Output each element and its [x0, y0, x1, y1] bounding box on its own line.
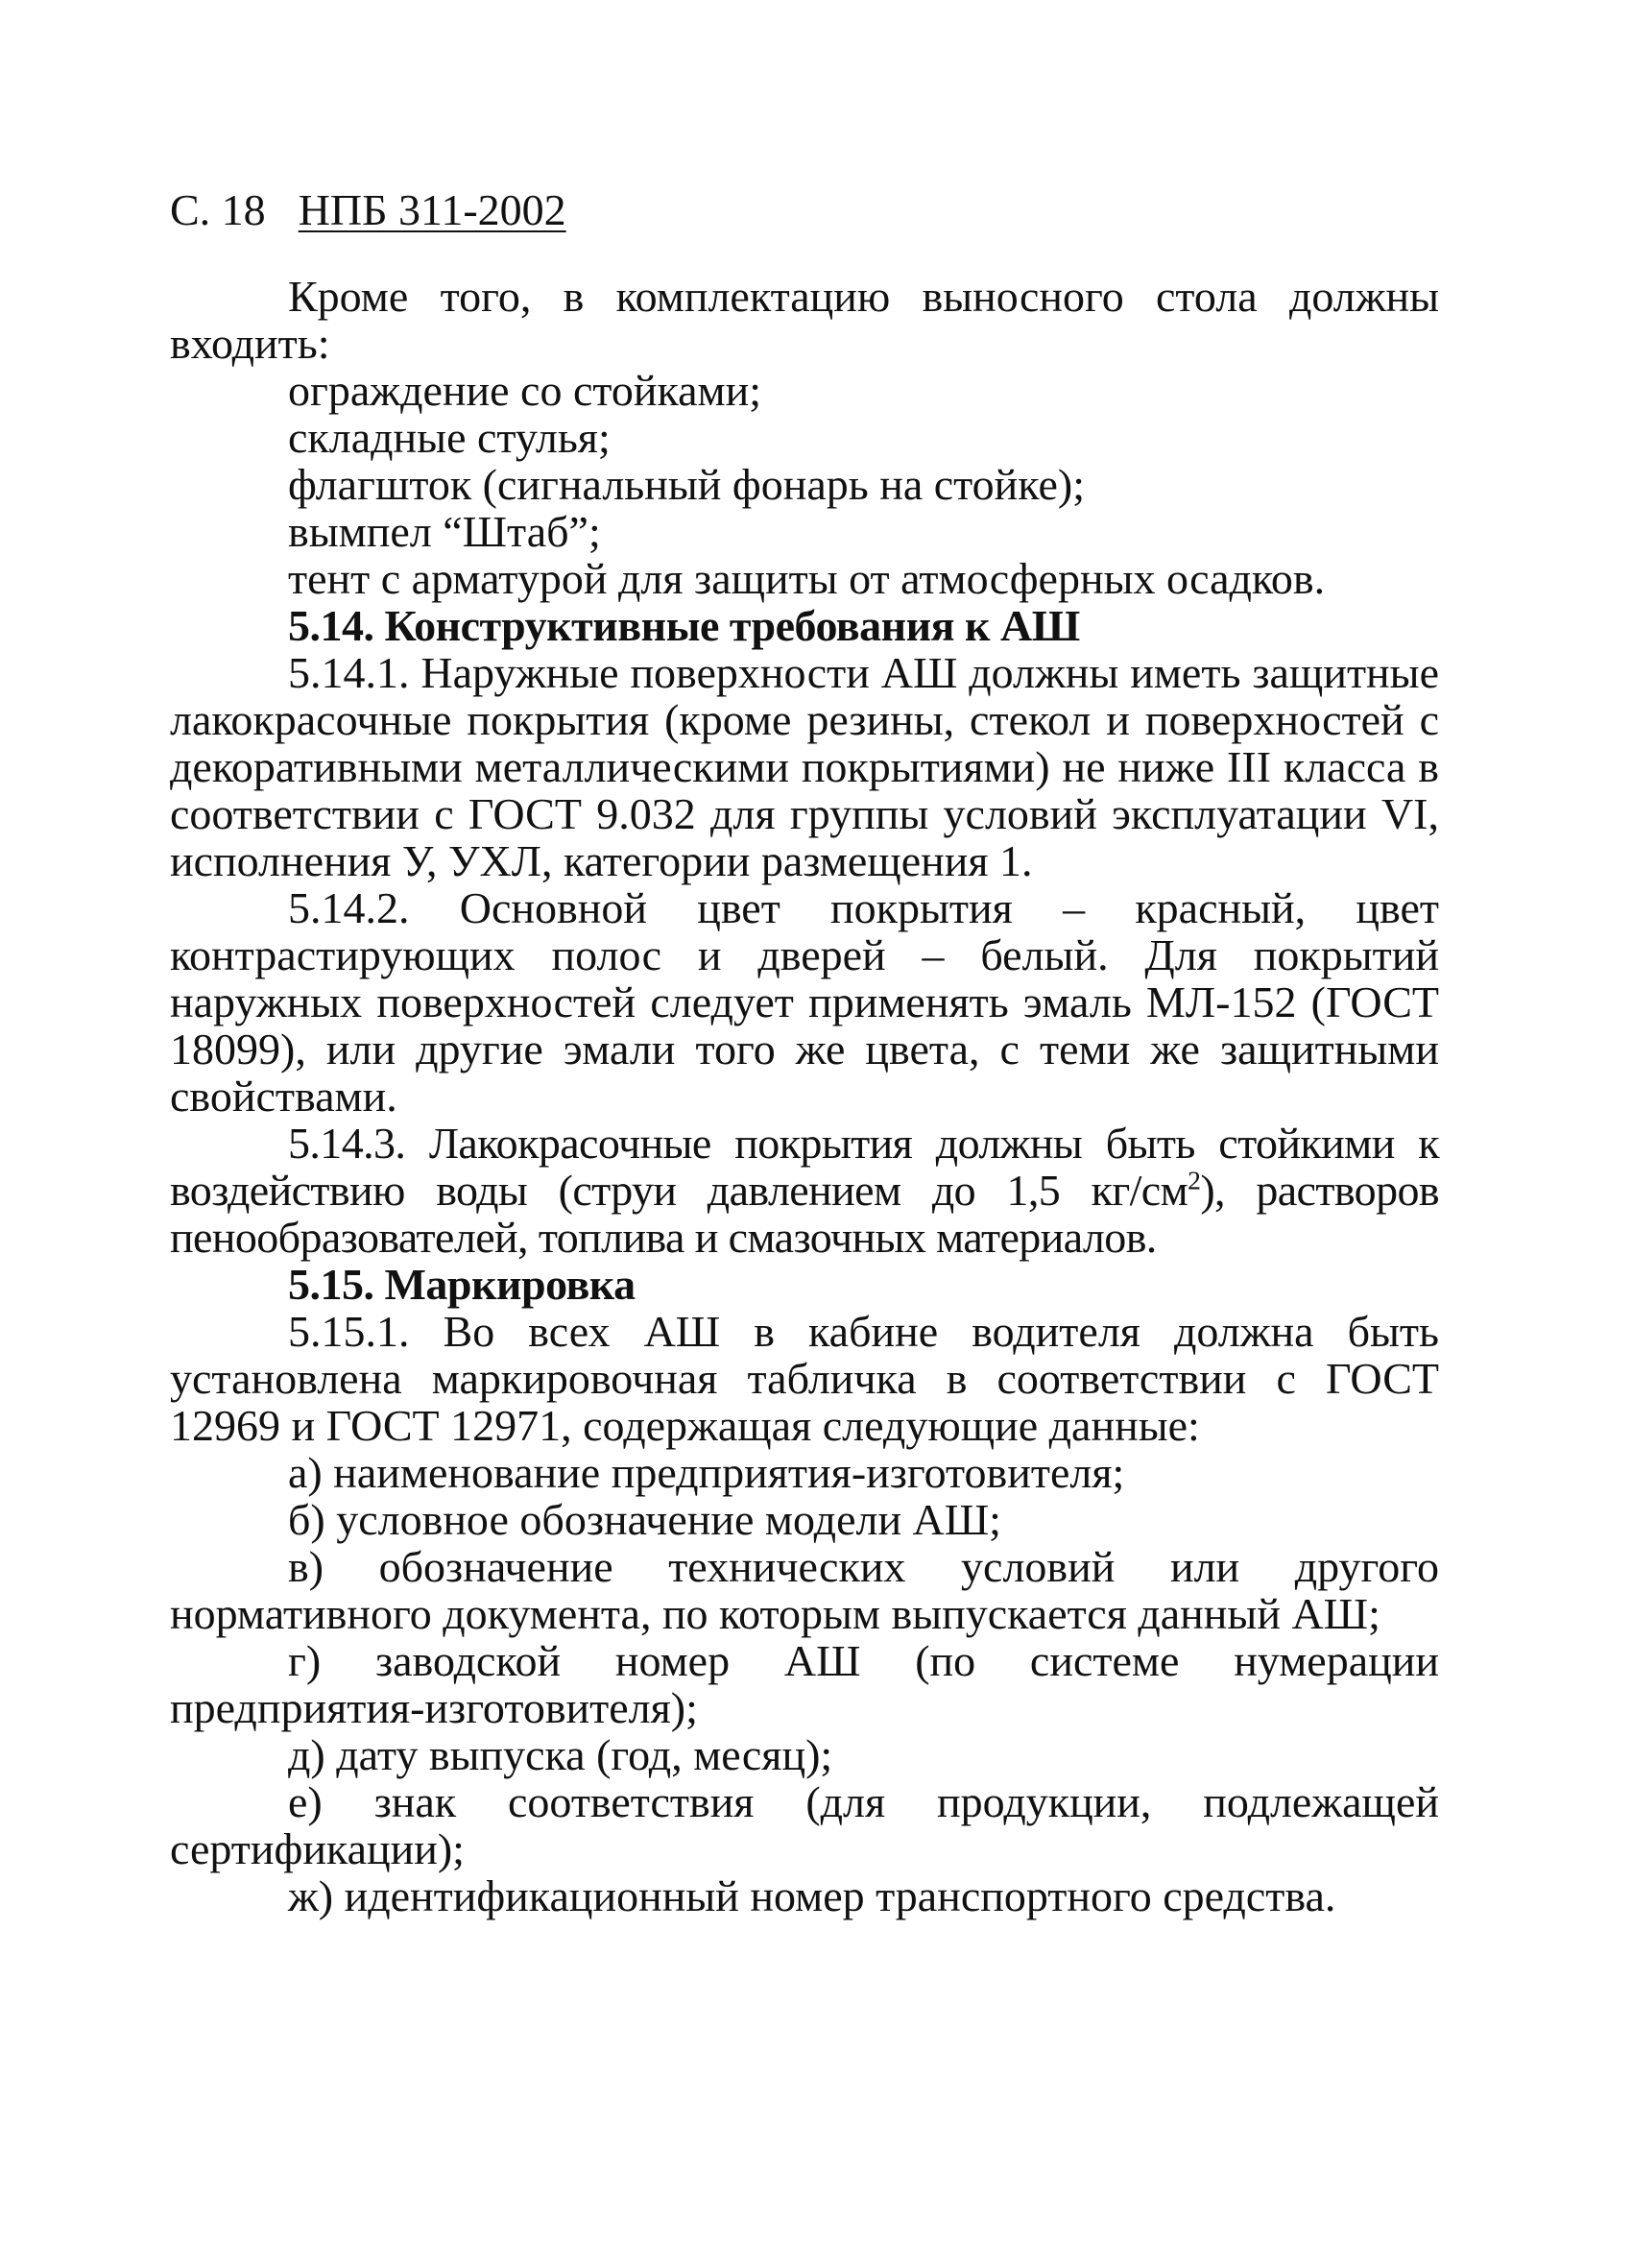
paragraph-5-14-3-text-end: ), растворов пенообразователей, топлива и смазочных материалов.: [170, 1166, 1439, 1262]
list-item: д) дату выпуска (год, месяц);: [288, 1730, 833, 1779]
list-item: в) обозначение технических условий или другого нормативного документа, по которым выпускается данный АШ;: [170, 1542, 1439, 1638]
paragraph-5-14-3: [170, 1120, 1439, 1261]
list-item: тент с арматурой для защиты от атмосферных осадков.: [288, 554, 1326, 603]
paragraph-5-14-2: 5.14.2. Основной цвет покрытия – красный, цвет контрастирующих полос и дверей – белый. Для покрытий наружных поверхностей следует применять эмаль МЛ-152 (ГОСТ 18099), или другие эмали того же цвета, с теми же защитными свойствами.: [170, 883, 1439, 1121]
section-heading-5-15: 5.15. Маркировка: [288, 1260, 636, 1309]
list-item: а) наименование предприятия-изготовителя;: [288, 1448, 1125, 1497]
page-number: С. 18: [170, 185, 266, 234]
list-item: складные стулья;: [288, 413, 611, 462]
paragraph-5-14-1: 5.14.1. Наружные поверхности АШ должны иметь защитные лакокрасочные покрытия (кроме резины, стекол и поверхностей с декоративными металлическими покрытиями) не ниже III класса в соответствии с ГОСТ 9.032 для группы условий эксплуатации VI, исполнения У, УХЛ, категории размещения 1.: [170, 648, 1439, 885]
paragraph-5-14-3-text: 5.14.3. Лакокрасочные покрытия должны быть стойкими к воздействию воды (струи давлением до 1,5 кг/см: [170, 1119, 1439, 1215]
list-item: е) знак соответствия (для продукции, подлежащей сертификации);: [170, 1777, 1439, 1873]
list-item: флагшток (сигнальный фонарь на стойке);: [288, 460, 1085, 509]
paragraph-5-15-1: 5.15.1. Во всех АШ в кабине водителя должна быть установлена маркировочная табличка в соответствии с ГОСТ 12969 и ГОСТ 12971, содержащая следующие данные:: [170, 1307, 1439, 1450]
page-header: [170, 185, 1439, 234]
list-item: ж) идентификационный номер транспортного средства.: [288, 1871, 1336, 1920]
intro-lead: Кроме того, в комплектацию выносного стола должны входить:: [170, 272, 1439, 368]
list-item: г) заводской номер АШ (по системе нумерации предприятия-изготовителя);: [170, 1636, 1439, 1732]
standard-designation: НПБ 311-2002: [298, 185, 566, 234]
superscript: 2: [1188, 1165, 1201, 1195]
document-page: [170, 185, 1439, 1920]
section-heading-5-14: 5.14. Конструктивные требования к АШ: [288, 601, 1080, 650]
list-item: вымпел “Штаб”;: [288, 507, 601, 556]
list-item: б) условное обозначение модели АШ;: [288, 1495, 1001, 1544]
list-item: ограждение со стойками;: [288, 366, 762, 415]
